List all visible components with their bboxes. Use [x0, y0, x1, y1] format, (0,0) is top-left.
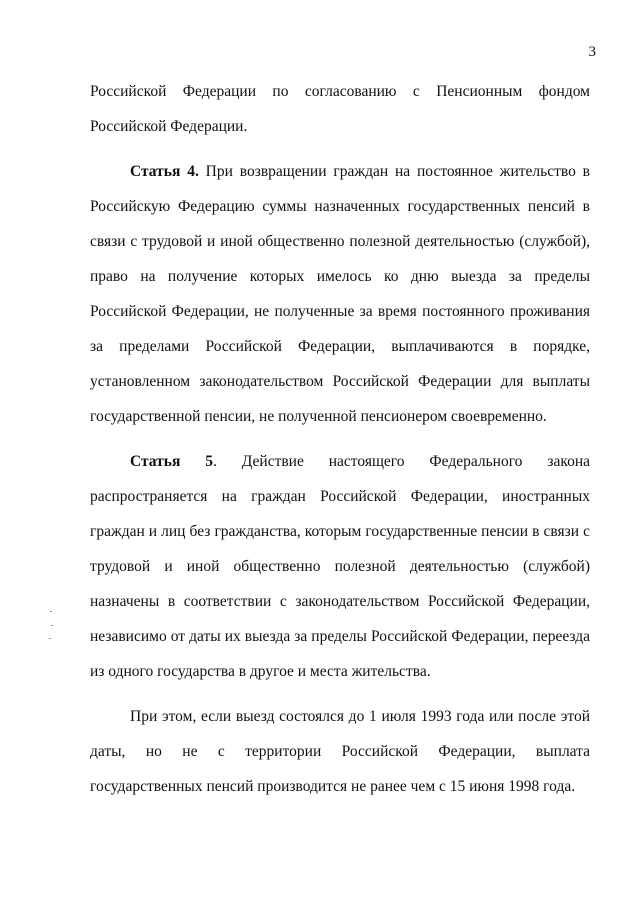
article-4-label: Статья 4.: [130, 163, 199, 180]
article-5-label: Статья 5: [130, 453, 213, 470]
scan-speck: [50, 611, 52, 612]
scan-speck: [51, 625, 53, 626]
paragraph-text: . Действие настоящего Федерального закона распространяется на граждан Российской Федерации, иностранных граждан и лиц без гражданства, которым государственные пенсии в связи с трудовой и иной общественно полезной деятельностью (службой) назначены в соответствии с законодательством Российской Федерации, независимо от даты их выезда за пределы Российской Федерации, переезда из одного государства в другое и места жительства.: [90, 453, 590, 680]
paragraph-article-5-continued: [90, 699, 590, 804]
paragraph-article-5: [90, 444, 590, 689]
scan-specks: [48, 605, 56, 645]
paragraph-text: При этом, если выезд состоялся до 1 июля 1993 года или после этой даты, но не с территории Российской Федерации, выплата государственных пенсий производится не ранее чем с 15 июня 1998 года.: [90, 708, 590, 795]
paragraph-text: При возвращении граждан на постоянное жительство в Российскую Федерацию суммы назначенных государственных пенсий в связи с трудовой и иной общественно полезной деятельностью (службой), право на получение которых имелось ко дню выезда за пределы Российской Федерации, не полученные за время постоянного проживания за пределами Российской Федерации, выплачиваются в порядке, установленном законодательством Российской Федерации для выплаты государственной пенсии, не полученной пенсионером своевременно.: [90, 163, 590, 425]
page-number: 3: [588, 44, 596, 60]
paragraph-continuation: [90, 74, 590, 144]
scan-speck: [49, 638, 51, 639]
paragraph-article-4: [90, 154, 590, 434]
document-body: [90, 74, 590, 804]
paragraph-text: Российской Федерации по согласованию с Пенсионным фондом Российской Федерации.: [90, 83, 590, 135]
